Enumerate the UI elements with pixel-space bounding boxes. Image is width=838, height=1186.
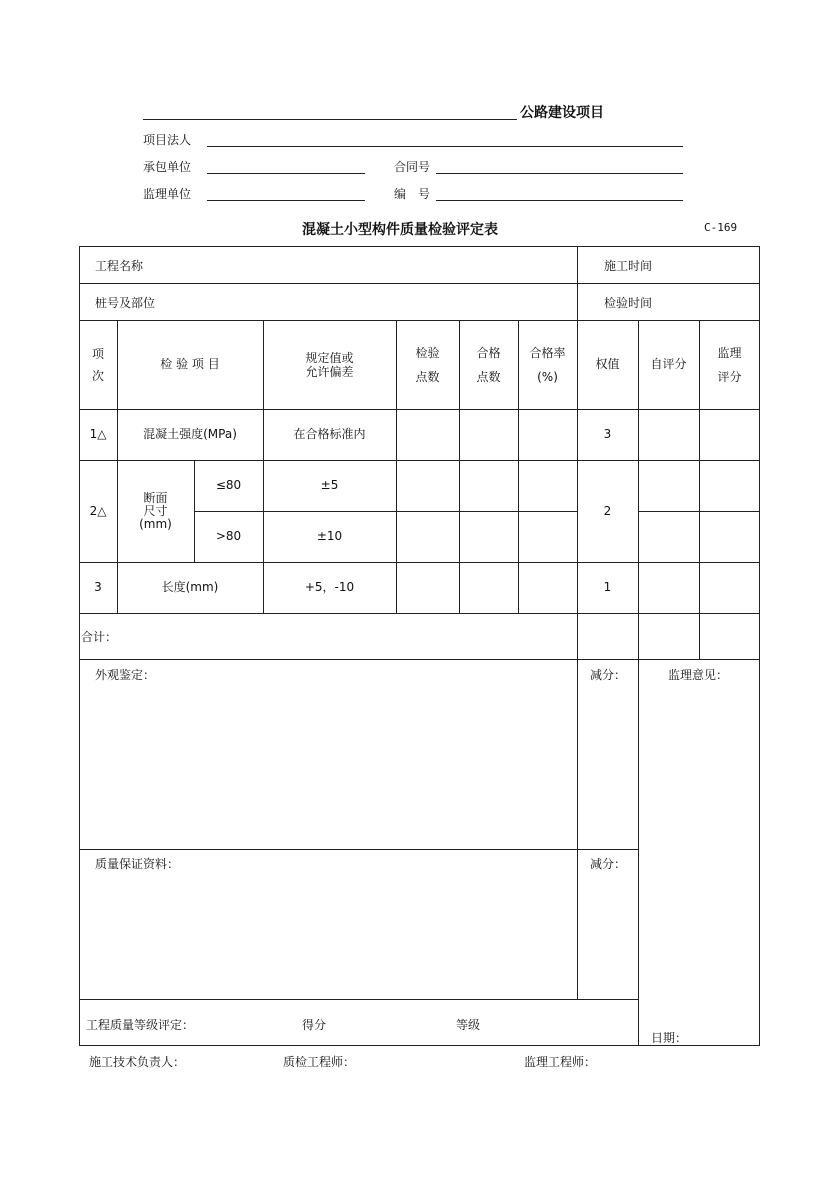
project-name-line [143, 119, 517, 120]
supervisor-opinion-label: 监理意见： [668, 668, 729, 682]
row1-weight: 3 [603, 427, 612, 441]
form-code: C-169 [704, 221, 738, 234]
project-name-label: 工程名称 [95, 259, 144, 273]
row2a-spec: ±5 [320, 478, 339, 492]
date-label: 日期： [651, 1031, 688, 1045]
row3-item: 长度(mm) [161, 580, 219, 594]
row2-no: 2△ [89, 503, 107, 518]
row2a-cond: ≤80 [215, 478, 242, 492]
serial-no-label: 编 号 [394, 187, 431, 201]
col-weight: 权值 [595, 357, 620, 371]
row1-spec: 在合格标准内 [293, 427, 366, 441]
construction-time-label: 施工时间 [604, 259, 653, 273]
contractor-line [207, 173, 365, 174]
quality-docs-label: 质量保证资料： [95, 857, 180, 871]
total-label: 合计： [81, 630, 118, 644]
qc-engineer-label: 质检工程师： [283, 1055, 356, 1069]
project-suffix: 公路建设项目 [520, 105, 604, 121]
row2-group: 断面 尺寸 (mm) [139, 490, 172, 531]
grade-eval-label: 工程质量等级评定： [86, 1018, 195, 1032]
legal-person-label: 项目法人 [143, 133, 192, 147]
row3-spec: +5，-10 [304, 580, 355, 594]
score-label: 得分 [302, 1018, 327, 1032]
appearance-label: 外观鉴定： [95, 668, 156, 682]
station-label: 桩号及部位 [95, 296, 156, 310]
form-title: 混凝土小型构件质量检验评定表 [302, 222, 498, 238]
col-item-no: 项 次 [91, 346, 104, 383]
legal-person-line [207, 146, 683, 147]
row1-item: 混凝土强度(MPa) [143, 427, 237, 441]
inspection-form-table [79, 246, 760, 1046]
row3-weight: 1 [603, 580, 612, 594]
contract-no-label: 合同号 [394, 160, 431, 174]
row2b-spec: ±10 [316, 529, 343, 543]
inspection-time-label: 检验时间 [604, 296, 653, 310]
serial-no-line [436, 200, 683, 201]
row3-no: 3 [94, 580, 102, 594]
row1-no: 1△ [89, 427, 107, 441]
supervisor-label: 监理单位 [143, 187, 192, 201]
grade-label: 等级 [456, 1018, 481, 1032]
supervising-engineer-label: 监理工程师： [524, 1055, 597, 1069]
contract-no-line [436, 173, 683, 174]
tech-lead-label: 施工技术负责人： [89, 1055, 186, 1069]
col-check-points: 检验 点数 [415, 345, 440, 384]
contractor-label: 承包单位 [143, 160, 192, 174]
col-supervisor-score: 监理 评分 [717, 345, 742, 384]
row2-weight: 2 [603, 503, 612, 518]
supervisor-line [207, 200, 365, 201]
col-pass-rate: 合格率 (%) [529, 345, 566, 384]
col-pass-points: 合格 点数 [476, 345, 501, 384]
quality-docs-deduction-label: 减分： [590, 857, 627, 871]
row2b-cond: >80 [215, 529, 242, 543]
appearance-deduction-label: 减分： [590, 668, 627, 682]
col-self-score: 自评分 [650, 357, 687, 371]
col-spec: 规定值或 允许偏差 [305, 350, 354, 379]
col-item: 检 验 项 目 [160, 357, 220, 371]
